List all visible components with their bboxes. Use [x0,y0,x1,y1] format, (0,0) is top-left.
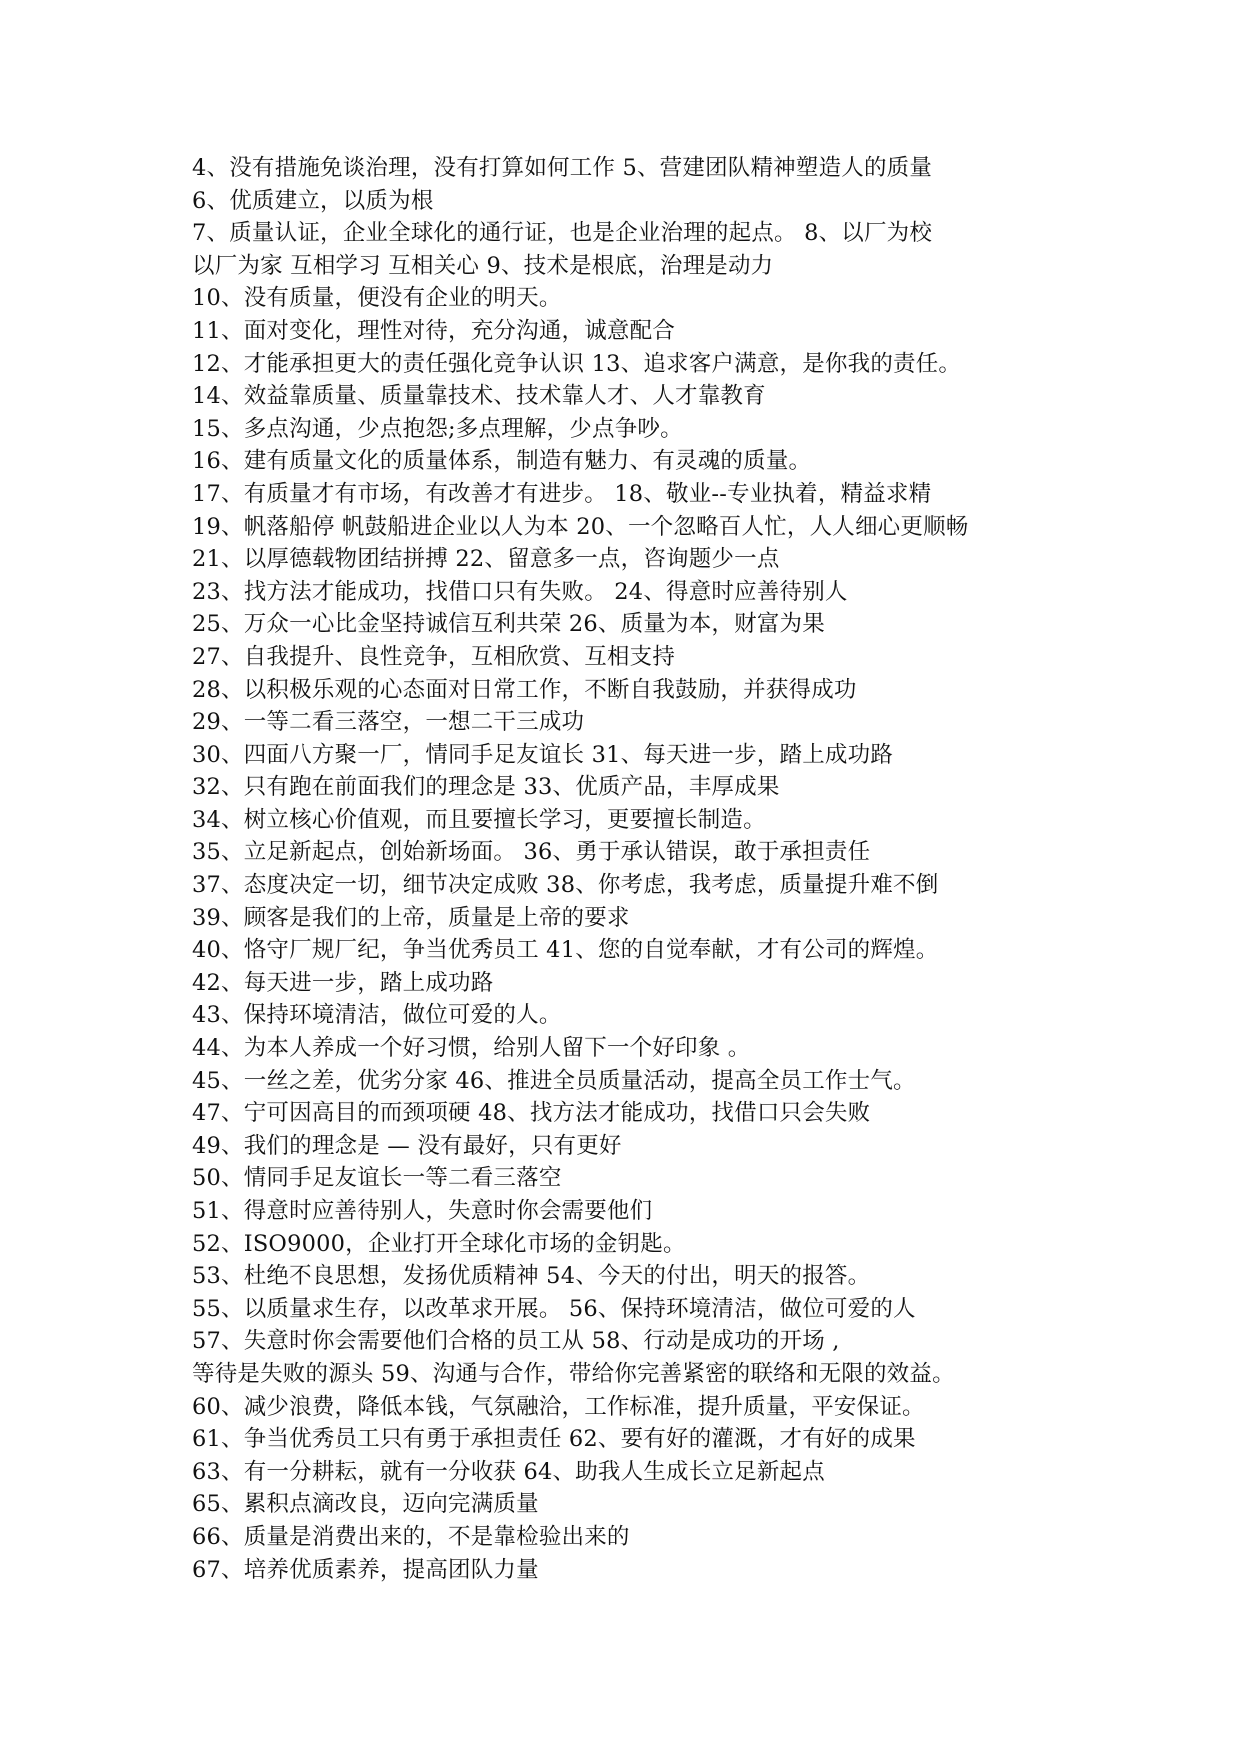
text-line: 60、减少浪费，降低本钱，气氛融洽，工作标准，提升质量，平安保证。 [192,1393,925,1420]
text-line: 47、宁可因高目的而颈项硬 48、找方法才能成功，找借口只会失败 [192,1100,871,1127]
text-line: 29、一等二看三落空，一想二干三成功 [192,709,585,736]
text-line: 16、建有质量文化的质量体系，制造有魅力、有灵魂的质量。 [192,448,812,475]
text-line: 21、以厚德载物团结拼搏 22、留意多一点，咨询题少一点 [192,546,780,573]
text-line: 40、恪守厂规厂纪，争当优秀员工 41、您的自觉奉献，才有公司的辉煌。 [192,937,939,964]
text-line: 55、以质量求生存，以改革求开展。 56、保持环境清洁，做位可爱的人 [192,1295,916,1322]
text-line: 等待是失败的源头 59、沟通与合作，带给你完善紧密的联络和无限的效益。 [192,1360,955,1387]
text-line: 4、没有措施免谈治理，没有打算如何工作 5、营建团队精神塑造人的质量 [192,155,933,181]
text-line: 63、有一分耕耘，就有一分收获 64、助我人生成长立足新起点 [192,1458,825,1485]
text-line: 51、得意时应善待别人，失意时你会需要他们 [192,1198,653,1224]
text-line: 37、态度决定一切，细节决定成败 38、你考虑，我考虑，质量提升难不倒 [192,872,939,899]
text-line: 以厂为家 互相学习 互相关心 9、技术是根底，治理是动力 [192,252,774,279]
text-line: 67、培养优质素养，提高团队力量 [192,1556,539,1583]
text-line: 10、没有质量，便没有企业的明天。 [192,285,562,312]
text-line: 50、情同手足友谊长一等二看三落空 [192,1165,562,1192]
text-line: 7、质量认证，企业全球化的通行证，也是企业治理的起点。 8、以厂为校 [192,220,933,247]
text-line: 25、万众一心比金坚持诚信互利共荣 26、质量为本，财富为果 [192,611,825,638]
text-line: 34、树立核心价值观，而且要擅长学习，更要擅长制造。 [192,806,766,833]
text-line: 27、自我提升、良性竞争，互相欣赏、互相支持 [192,643,676,670]
text-line: 53、杜绝不良思想，发扬优质精神 54、今天的付出，明天的报答。 [192,1263,871,1290]
text-line: 52、ISO9000，企业打开全球化市场的金钥匙。 [192,1230,686,1257]
text-line: 66、质量是消费出来的，不是靠检验出来的 [192,1523,630,1550]
text-line: 32、只有跑在前面我们的理念是 33、优质产品，丰厚成果 [192,774,780,801]
text-line: 49、我们的理念是 — 没有最好，只有更好 [192,1132,622,1159]
text-line: 14、效益靠质量、质量靠技术、技术靠人才、人才靠教育 [192,383,766,410]
text-line: 11、面对变化，理性对待，充分沟通，诚意配合 [192,317,676,344]
text-line: 23、找方法才能成功，找借口只有失败。 24、得意时应善待别人 [192,578,848,605]
text-line: 43、保持环境清洁，做位可爱的人。 [192,1002,562,1029]
text-line: 6、优质建立，以质为根 [192,187,434,214]
text-line: 42、每天进一步，踏上成功路 [192,969,494,996]
text-line: 35、立足新起点，创始新场面。 36、勇于承认错误，敢于承担责任 [192,839,871,866]
text-line: 65、累积点滴改良，迈向完满质量 [192,1491,539,1518]
text-line: 12、才能承担更大的责任强化竞争认识 13、追求客户满意，是你我的责任。 [192,350,962,377]
slogan-list [192,152,1192,1586]
text-line: 61、争当优秀员工只有勇于承担责任 62、要有好的灌溉，才有好的成果 [192,1426,916,1453]
text-line: 57、失意时你会需要他们合格的员工从 58、行动是成功的开场 , [192,1328,840,1355]
text-line: 17、有质量才有市场，有改善才有进步。 18、敬业--专业执着，精益求精 [192,480,932,507]
text-line: 45、一丝之差，优劣分家 46、推进全员质量活动，提高全员工作士气。 [192,1067,916,1094]
text-line: 15、多点沟通，少点抱怨;多点理解，少点争吵。 [192,415,683,442]
text-line: 19、帆落船停 帆鼓船进企业以人为本 20、一个忽略百人忙，人人细心更顺畅 [192,513,969,540]
text-line: 44、为本人养成一个好习惯，给别人留下一个好印象 。 [192,1035,751,1062]
text-line: 28、以积极乐观的心态面对日常工作，不断自我鼓励，并获得成功 [192,676,857,703]
text-line: 30、四面八方聚一厂，情同手足友谊长 31、每天进一步，踏上成功路 [192,741,894,768]
text-line: 39、顾客是我们的上帝，质量是上帝的要求 [192,904,630,931]
